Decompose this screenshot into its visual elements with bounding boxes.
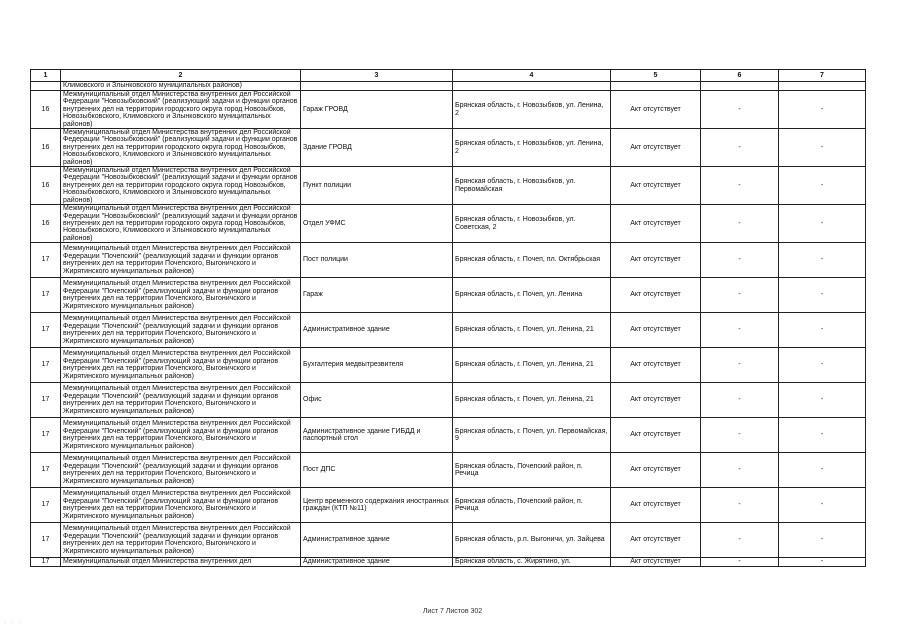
table-row <box>31 523 866 558</box>
cell-organization: Межмуниципальный отдел Министерства внутренних дел Российской Федерации "Новозыбковский" (реализующий задачи и функции органов внутренних дел на территории городского округа город Новозыбков, Новозыбковского, Климовского и Злынковского муниципальных районов) <box>61 167 301 205</box>
cell-object: Пост ДПС <box>301 453 453 488</box>
cell-act: Акт отсутствует <box>611 313 701 348</box>
cell-object: Гараж ГРОВД <box>301 91 453 129</box>
cell-address: Брянская область, г. Новозыбков, ул. Первомайская <box>453 167 611 205</box>
cell-address: Брянская область, г. Почеп, пл. Октябрьская <box>453 243 611 278</box>
scan-specks: · · · <box>4 620 24 626</box>
cell-object: Административное здание <box>301 313 453 348</box>
register-table <box>30 69 866 567</box>
cell-object: Центр временного содержания иностранных граждан (КТП №11) <box>301 488 453 523</box>
cell-address: Брянская область, г. Почеп, ул. Ленина, 21 <box>453 348 611 383</box>
cell-col6: - <box>701 129 779 167</box>
cell-number: 17 <box>31 488 61 523</box>
cell-organization: Межмуниципальный отдел Министерства внутренних дел Российской Федерации "Почепский" (реализующий задачи и функции органов внутренних дел на территории Почепского, Выгоничского и Жирятинского муниципальных районов) <box>61 243 301 278</box>
cell-address: Брянская область, г. Почеп, ул. Первомайская, 9 <box>453 418 611 453</box>
table-row <box>31 488 866 523</box>
cell-address: Брянская область, г. Почеп, ул. Ленина, 21 <box>453 383 611 418</box>
cell-organization: Межмуниципальный отдел Министерства внутренних дел Российской Федерации "Новозыбковский" (реализующий задачи и функции органов внутренних дел на территории городского округа город Новозыбков, Новозыбковского, Климовского и Злынковского муниципальных районов) <box>61 129 301 167</box>
cell-number: 16 <box>31 167 61 205</box>
cell-address: Брянская область, г. Новозыбков, ул. Ленина, 2 <box>453 129 611 167</box>
cell-act <box>611 82 701 91</box>
cell-act: Акт отсутствует <box>611 205 701 243</box>
cell-col7: - <box>779 129 866 167</box>
cell-address: Брянская область, г. Почеп, ул. Ленина <box>453 278 611 313</box>
cell-act: Акт отсутствует <box>611 91 701 129</box>
table-row <box>31 313 866 348</box>
cell-col6: - <box>701 278 779 313</box>
cell-col6: - <box>701 243 779 278</box>
cell-address: Брянская область, г. Почеп, ул. Ленина, 21 <box>453 313 611 348</box>
cell-organization: Межмуниципальный отдел Министерства внутренних дел Российской Федерации "Почепский" (реализующий задачи и функции органов внутренних дел на территории Почепского, Выгоничского и Жирятинского муниципальных районов) <box>61 383 301 418</box>
cell-act: Акт отсутствует <box>611 383 701 418</box>
cell-object: Административное здание ГИБДД и паспортный стол <box>301 418 453 453</box>
cell-address: Брянская область, с. Жирятино, ул. <box>453 558 611 567</box>
cell-number: 17 <box>31 278 61 313</box>
cell-object: Здание ГРОВД <box>301 129 453 167</box>
cell-col7: - <box>779 488 866 523</box>
cell-organization: Межмуниципальный отдел Министерства внутренних дел Российской Федерации "Новозыбковский" (реализующий задачи и функции органов внутренних дел на территории городского округа город Новозыбков, Новозыбковского, Климовского и Злынковского муниципальных районов) <box>61 91 301 129</box>
col-header-5: 5 <box>611 70 701 82</box>
cell-number <box>31 82 61 91</box>
cell-object <box>301 82 453 91</box>
cell-col7: - <box>779 167 866 205</box>
page-footer: Лист 7 Листов 302 <box>422 608 483 615</box>
cell-number: 17 <box>31 348 61 383</box>
cell-act: Акт отсутствует <box>611 453 701 488</box>
table-row <box>31 278 866 313</box>
col-header-2: 2 <box>61 70 301 82</box>
cell-number: 16 <box>31 129 61 167</box>
cell-organization: Межмуниципальный отдел Министерства внутренних дел Российской Федерации "Почепский" (реализующий задачи и функции органов внутренних дел на территории Почепского, Выгоничского и Жирятинского муниципальных районов) <box>61 348 301 383</box>
cell-organization: Межмуниципальный отдел Министерства внутренних дел Российской Федерации "Почепский" (реализующий задачи и функции органов внутренних дел на территории Почепского, Выгоничского и Жирятинского муниципальных районов) <box>61 453 301 488</box>
cell-number: 17 <box>31 243 61 278</box>
cell-col7: - <box>779 418 866 453</box>
cell-col6: - <box>701 488 779 523</box>
cell-col6: - <box>701 313 779 348</box>
cell-col7: - <box>779 313 866 348</box>
table-row <box>31 453 866 488</box>
cell-col7: - <box>779 243 866 278</box>
cell-col7: - <box>779 278 866 313</box>
col-header-1: 1 <box>31 70 61 82</box>
cell-organization: Межмуниципальный отдел Министерства внутренних дел Российской Федерации "Новозыбковский" (реализующий задачи и функции органов внутренних дел на территории городского округа город Новозыбков, Новозыбковского, Климовского и Злынковского муниципальных районов) <box>61 205 301 243</box>
cell-number: 17 <box>31 523 61 558</box>
cell-organization: Межмуниципальный отдел Министерства внутренних дел Российской Федерации "Почепский" (реализующий задачи и функции органов внутренних дел на территории Почепского, Выгоничского и Жирятинского муниципальных районов) <box>61 488 301 523</box>
cell-object: Отдел УФМС <box>301 205 453 243</box>
cell-col6: - <box>701 205 779 243</box>
cell-col7: - <box>779 205 866 243</box>
cell-object: Пост полиции <box>301 243 453 278</box>
cell-act: Акт отсутствует <box>611 418 701 453</box>
cell-address: Брянская область, Почепский район, п. Речица <box>453 453 611 488</box>
cell-col6: - <box>701 167 779 205</box>
table-row <box>31 205 866 243</box>
cell-col7: - <box>779 453 866 488</box>
cell-address <box>453 82 611 91</box>
header-row <box>31 70 866 82</box>
table-row <box>31 418 866 453</box>
col-header-6: 6 <box>701 70 779 82</box>
cell-number: 17 <box>31 313 61 348</box>
cell-organization: Климовского и Злынковского муниципальных районов) <box>61 82 301 91</box>
cell-organization: Межмуниципальный отдел Министерства внутренних дел <box>61 558 301 567</box>
cell-act: Акт отсутствует <box>611 558 701 567</box>
cell-address: Брянская область, г. Новозыбков, ул. Советская, 2 <box>453 205 611 243</box>
table-row <box>31 167 866 205</box>
cell-act: Акт отсутствует <box>611 167 701 205</box>
cell-address: Брянская область, Почепский район, п. Речица <box>453 488 611 523</box>
cell-object: Гараж <box>301 278 453 313</box>
cell-col7: - <box>779 383 866 418</box>
cell-act: Акт отсутствует <box>611 129 701 167</box>
cell-number: 16 <box>31 205 61 243</box>
cell-organization: Межмуниципальный отдел Министерства внутренних дел Российской Федерации "Почепский" (реализующий задачи и функции органов внутренних дел на территории Почепского, Выгоничского и Жирятинского муниципальных районов) <box>61 418 301 453</box>
cell-col7: - <box>779 91 866 129</box>
cell-col7: - <box>779 348 866 383</box>
cell-act: Акт отсутствует <box>611 243 701 278</box>
table-row <box>31 348 866 383</box>
table-row <box>31 91 866 129</box>
cell-organization: Межмуниципальный отдел Министерства внутренних дел Российской Федерации "Почепский" (реализующий задачи и функции органов внутренних дел на территории Почепского, Выгоничского и Жирятинского муниципальных районов) <box>61 523 301 558</box>
cell-act: Акт отсутствует <box>611 523 701 558</box>
cell-col6: - <box>701 383 779 418</box>
cell-col6: - <box>701 348 779 383</box>
cell-col6: - <box>701 91 779 129</box>
cell-object: Офис <box>301 383 453 418</box>
cell-object: Пункт полиции <box>301 167 453 205</box>
col-header-7: 7 <box>779 70 866 82</box>
cell-col6: - <box>701 558 779 567</box>
col-header-3: 3 <box>301 70 453 82</box>
cell-act: Акт отсутствует <box>611 278 701 313</box>
table-row <box>31 129 866 167</box>
cell-number: 17 <box>31 558 61 567</box>
cell-act: Акт отсутствует <box>611 488 701 523</box>
cell-address: Брянская область, р.п. Выгоничи, ул. Зайцева <box>453 523 611 558</box>
table-row-partial <box>31 558 866 567</box>
cell-number: 17 <box>31 418 61 453</box>
cell-col7: - <box>779 558 866 567</box>
cell-col6: - <box>701 453 779 488</box>
col-header-4: 4 <box>453 70 611 82</box>
cell-object: Административное здание <box>301 523 453 558</box>
cell-col7: - <box>779 523 866 558</box>
cell-col6: - <box>701 418 779 453</box>
cell-organization: Межмуниципальный отдел Министерства внутренних дел Российской Федерации "Почепский" (реализующий задачи и функции органов внутренних дел на территории Почепского, Выгоничского и Жирятинского муниципальных районов) <box>61 278 301 313</box>
cell-object: Административное здание <box>301 558 453 567</box>
cell-number: 16 <box>31 91 61 129</box>
cell-number: 17 <box>31 383 61 418</box>
cell-number: 17 <box>31 453 61 488</box>
cell-object: Бухгалтерия медвытрезвителя <box>301 348 453 383</box>
cell-col6: - <box>701 523 779 558</box>
table-row <box>31 243 866 278</box>
continuation-row <box>31 82 866 91</box>
cell-address: Брянская область, г. Новозыбков, ул. Ленина, 2 <box>453 91 611 129</box>
cell-organization: Межмуниципальный отдел Министерства внутренних дел Российской Федерации "Почепский" (реализующий задачи и функции органов внутренних дел на территории Почепского, Выгоничского и Жирятинского муниципальных районов) <box>61 313 301 348</box>
cell-col7 <box>779 82 866 91</box>
cell-act: Акт отсутствует <box>611 348 701 383</box>
cell-col6 <box>701 82 779 91</box>
table-row <box>31 383 866 418</box>
